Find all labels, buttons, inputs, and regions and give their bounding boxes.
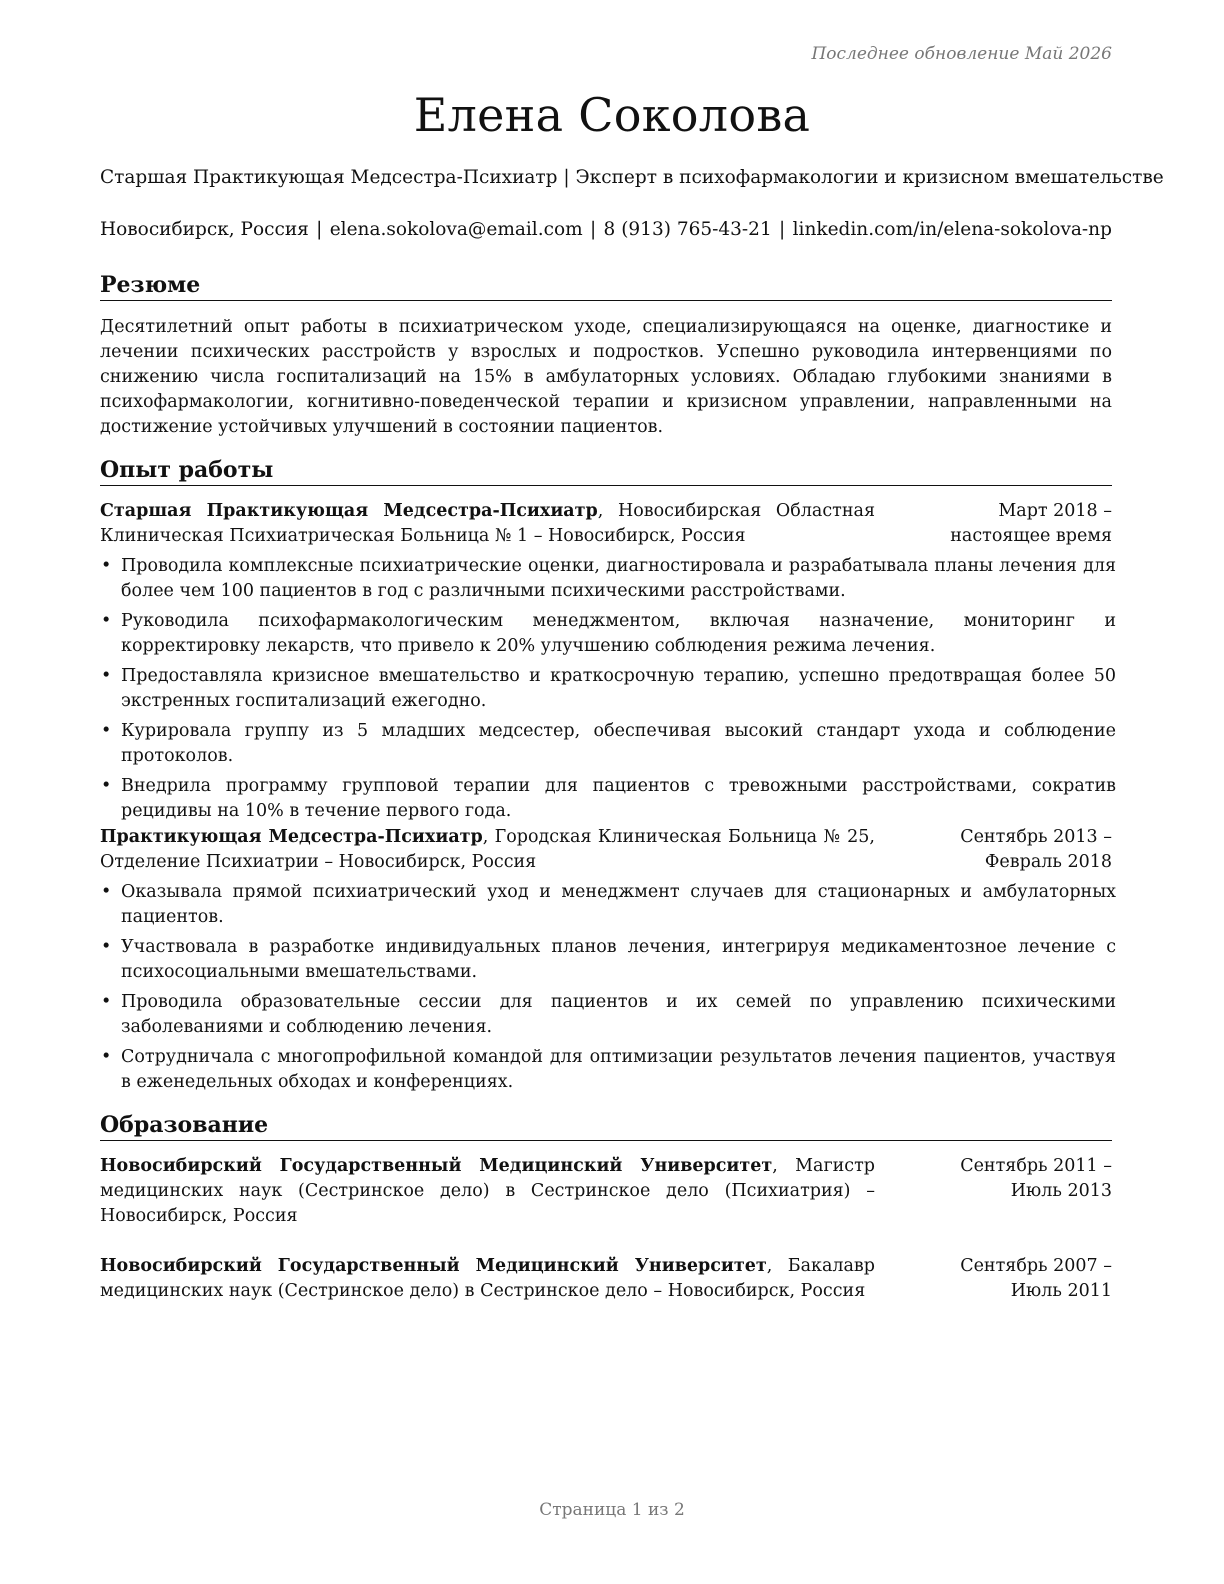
job-dates: Март 2018 – настоящее время (950, 501, 1112, 546)
contact-phone: 8 (913) 765-43-21 (603, 219, 772, 240)
job-dates: Сентябрь 2013 – Февраль 2018 (960, 827, 1112, 872)
job-org: , Городская Клиническая Больница № 25, Отделение Психиатрии – Новосибирск, Россия (100, 827, 875, 872)
bullet-item: • Сотрудничала с многопрофильной командой для оптимизации результатов лечения пациентов, участвуя в еженедельных обходах и конференциях. (100, 1045, 1116, 1095)
job-title-org (100, 499, 875, 549)
job-header (100, 825, 1112, 875)
candidate-name: Елена Соколова (413, 88, 811, 142)
education-dates: Сентябрь 2011 – Июль 2013 (960, 1156, 1112, 1201)
bullet-item: • Участвовала в разработке индивидуальных планов лечения, интегрируя медикаментозное лечение с психосоциальными вмешательствами. (100, 935, 1116, 985)
section-title-summary: Резюме (100, 271, 1112, 301)
bullet-item: • Оказывала прямой психиатрический уход и менеджмент случаев для стационарных и амбулаторных пациентов. (100, 880, 1116, 930)
bullet-item: • Проводила комплексные психиатрические оценки, диагностировала и разрабатывала планы лечения для более чем 100 пациентов в год с различными психическими расстройствами. (100, 554, 1116, 604)
contact-separator: | (589, 219, 597, 240)
job-bullets (100, 554, 1116, 829)
headline: Старшая Практикующая Медсестра-Психиатр | Эксперт в психофармакологии и кризисном вмешательстве (100, 167, 1164, 188)
contact-location: Новосибирск, Россия (100, 219, 309, 240)
education-school-degree (100, 1254, 875, 1304)
job-header (100, 499, 1112, 549)
bullet-item: • Внедрила программу групповой терапии для пациентов с тревожными расстройствами, сократив рецидивы на 10% в течение первого года. (100, 774, 1116, 824)
job-org: , Новосибирская Областная Клиническая Психиатрическая Больница № 1 – Новосибирск, Россия (100, 501, 875, 546)
contact-separator: | (316, 219, 323, 240)
contact-separator: | (779, 219, 786, 240)
education-header (100, 1154, 1112, 1229)
job-bullets (100, 880, 1116, 1100)
summary-text: Десятилетний опыт работы в психиатрическом уходе, специализирующаяся на оценке, диагностике и лечении психических расстройств у взрослых и подростков. Успешно руководила интервенциями по снижению числа госпитализаций на 15% в амбулаторных условиях. Обладаю глубокими знаниями в психофармакологии, когнитивно-поведенческой терапии и кризисном управлении, направленными на достижение устойчивых улучшений в состоянии пациентов. (100, 317, 1112, 437)
education-school: Новосибирский Государственный Медицинский Университет (100, 1156, 773, 1176)
contact-email[interactable]: elena.sokolova@email.com (329, 219, 583, 240)
education-degree: , Бакалавр медицинских наук (Сестринское дело) в Сестринское дело – Новосибирск, Россия (100, 1256, 875, 1301)
section-title-experience: Опыт работы (100, 456, 1112, 486)
bullet-item: • Проводила образовательные сессии для пациентов и их семей по управлению психическими заболеваниями и соблюдению лечения. (100, 990, 1116, 1040)
job-title-org (100, 825, 875, 875)
education-header (100, 1254, 1112, 1304)
last-updated: Последнее обновление Май 2026 (811, 44, 1112, 64)
education-school: Новосибирский Государственный Медицинский Университет (100, 1256, 767, 1276)
education-dates: Сентябрь 2007 – Июль 2011 (960, 1256, 1112, 1301)
bullet-item: • Предоставляла кризисное вмешательство и краткосрочную терапию, успешно предотвращая более 50 экстренных госпитализаций ежегодно. (100, 664, 1116, 714)
bullet-item: • Курировала группу из 5 младших медсестер, обеспечивая высокий стандарт ухода и соблюдение протоколов. (100, 719, 1116, 769)
education-school-degree (100, 1154, 875, 1229)
job-role: Практикующая Медсестра-Психиатр (100, 827, 483, 847)
bullet-item: • Руководила психофармакологическим менеджментом, включая назначение, мониторинг и корректировку лекарств, что привело к 20% улучшению соблюдения режима лечения. (100, 609, 1116, 659)
job-role: Старшая Практикующая Медсестра-Психиатр (100, 501, 598, 521)
education-degree: , Магистр медицинских наук (Сестринское дело) в Сестринское дело (Психиатрия) – Новосибирск, Россия (100, 1156, 875, 1226)
contact-linkedin[interactable]: linkedin.com/in/elena-sokolova-np (792, 219, 1112, 240)
contact-line (100, 219, 1112, 240)
page-number: Страница 1 из 2 (539, 1500, 685, 1520)
section-title-education: Образование (100, 1111, 1112, 1141)
